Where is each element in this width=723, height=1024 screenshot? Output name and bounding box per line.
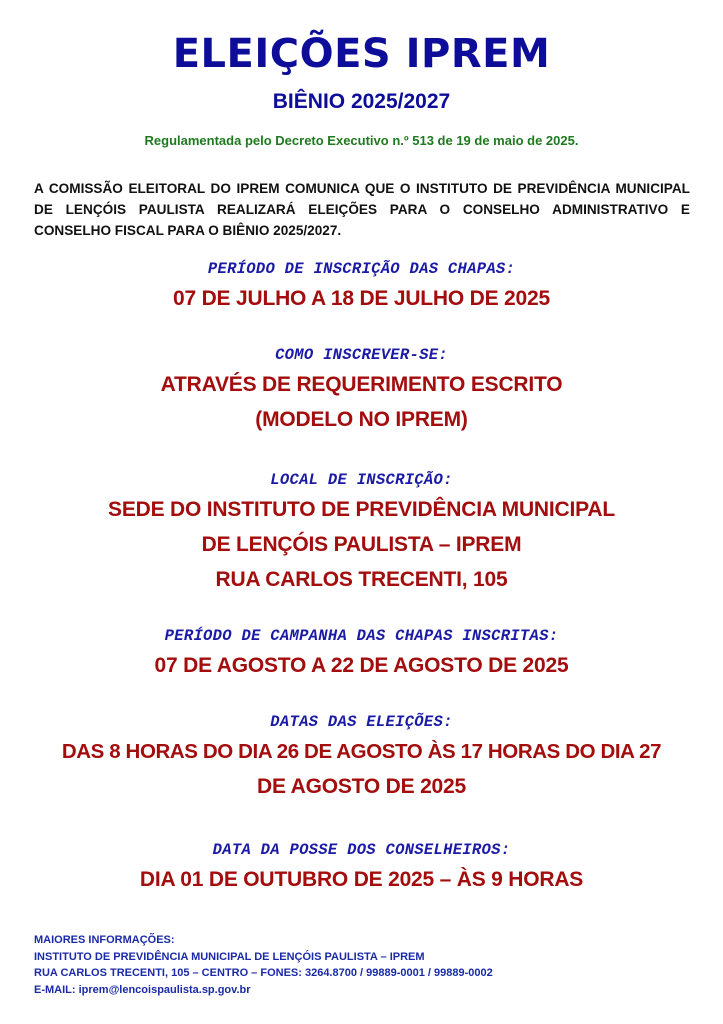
section-value: RUA CARLOS TRECENTI, 105 [215,568,508,591]
section-label: DATAS DAS ELEIÇÕES: [270,713,453,731]
intro-paragraph: A COMISSÃO ELEITORAL DO IPREM COMUNICA QUE O INSTITUTO DE PREVIDÊNCIA MUNICIPAL DE LENÇÓIS PAULISTA REALIZARÁ ELEIÇÕES PARA O CONSELHO ADMINISTRATIVO E CONSELHO FISCAL PARA O BIÊNIO 2025/2027. [34,181,690,238]
section-label: COMO INSCREVER-SE: [275,346,448,364]
section-value: 07 DE AGOSTO A 22 DE AGOSTO DE 2025 [154,654,569,677]
section-value: 07 DE JULHO A 18 DE JULHO DE 2025 [173,287,550,310]
section-how-to-register [0,343,723,437]
decree-reference: Regulamentada pelo Decreto Executivo n.º 513 de 19 de maio de 2025. [144,133,579,148]
section-label: DATA DA POSSE DOS CONSELHEIROS: [212,841,511,859]
section-registration-period [0,257,723,316]
section-label: PERÍODO DE CAMPANHA DAS CHAPAS INSCRITAS: [164,627,559,645]
footer-address-phones: RUA CARLOS TRECENTI, 105 – CENTRO – FONES: 3264.8700 / 99889-0001 / 99889-0002 [34,967,493,979]
section-value: (MODELO NO IPREM) [255,408,468,431]
section-value: ATRAVÉS DE REQUERIMENTO ESCRITO [160,373,563,396]
contact-footer [34,932,694,998]
page-title: ELEIÇÕES IPREM [172,31,551,77]
section-value: DE AGOSTO DE 2025 [256,775,466,798]
section-value: DE LENÇÓIS PAULISTA – IPREM [201,533,522,556]
page-subtitle: BIÊNIO 2025/2027 [272,90,451,113]
section-value: DAS 8 HORAS DO DIA 26 DE AGOSTO ÀS 17 HORAS DO DIA 27 [61,740,662,763]
section-registration-location [0,468,723,597]
section-label: LOCAL DE INSCRIÇÃO: [270,471,453,489]
footer-institution: INSTITUTO DE PREVIDÊNCIA MUNICIPAL DE LENÇÓIS PAULISTA – IPREM [34,950,425,963]
section-value: SEDE DO INSTITUTO DE PREVIDÊNCIA MUNICIPAL [108,498,615,521]
section-election-dates [0,710,723,804]
section-label: PERÍODO DE INSCRIÇÃO DAS CHAPAS: [207,260,516,278]
footer-email-link[interactable]: iprem@lencoispaulista.sp.gov.br [78,983,251,996]
section-campaign-period [0,624,723,683]
footer-email-label: E-MAIL: [34,983,79,996]
footer-heading: MAIORES INFORMAÇÕES: [34,934,175,946]
section-value: DIA 01 DE OUTUBRO DE 2025 – ÀS 9 HORAS [139,868,584,891]
section-inauguration-date [0,838,723,897]
footer-email-line [34,982,694,999]
